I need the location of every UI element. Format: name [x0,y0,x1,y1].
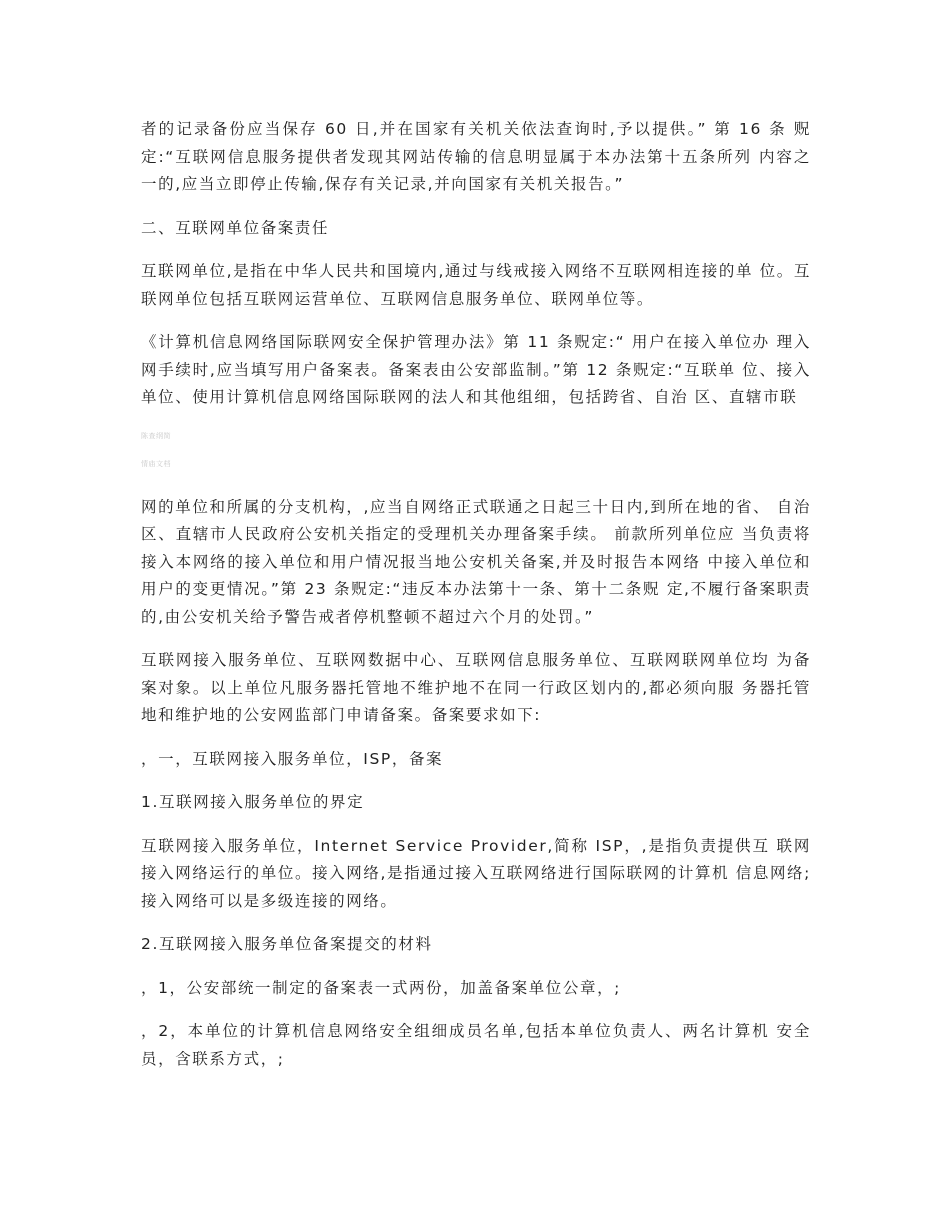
list-item-material-2: ，2，本单位的计算机信息网络安全组细成员名单,包括本单位负责人、两名计算机 安全员，含联系方式，; [141,1022,811,1068]
list-item-material-1: ，1，公安部统一制定的备案表一式两份，加盖备案单位公章，; [141,978,621,997]
paragraph-internet-unit-definition: 互联网单位,是指在中华人民共和国境内,通过与线戒接入网络不互联网相连接的单 位。互联网单位包括互联网运营单位、互联网信息服务单位、联网单位等。 [141,262,811,308]
paragraph-isp-definition: 互联网接入服务单位，Internet Service Provider,简称 ISP，,是指负责提供互 联网接入网络运行的单位。接入网络,是指通过接入互联网络进行国际联网的计算机 信息网络;接入网络可以是多级连接的网络。 [141,836,811,910]
subheading-isp-definition: 1.互联网接入服务单位的界定 [141,793,365,811]
subheading-isp-materials: 2.互联网接入服务单位备案提交的材料 [141,935,433,953]
watermark-text: 情庙文档 [141,459,171,468]
paragraph-filing-deadline: 网的单位和所属的分支机构，,应当自网络正式联通之日起三十日内,到所在地的省、 自治区、直辖市人民政府公安机关指定的受理机关办理备案手续。 前款所列单位应 当负责将接入本网络的接入单位和用户情况报当地公安机关备案,并及时报告本网络 中接入单位和用户的变更情况。”第 23 条贶定:“违反本办法第十一条、第十二条贶 定,不履行备案职责的,由公安机关给予警告戒者停机整顿不超过六个月的处罚。” [141,497,811,626]
paragraph-record-retention: 者的记录备份应当保存 60 日,并在国家有关机关依法查询时,予以提供。” 第 16 条 贶定:“互联网信息服务提供者发现其网站传输的信息明显属于本办法第十五条所列 内容之一的,应当立即停止传输,保存有关记录,并向国家有关机关报告。” [141,120,811,193]
document-page [141,116,811,1089]
paragraph-security-regulation: 《计算机信息网络国际联网安全保护管理办法》第 11 条贶定:“ 用户在接入单位办 理入网手续时,应当填写用户备案表。备案表由公安部监制。”第 12 条贶定:“互联单 位、接入单位、使用计算机信息网络国际联网的法人和其他组细，包括跨省、自治 区、直辖市联 [141,333,811,406]
subheading-isp-filing: ，一，互联网接入服务单位，ISP，备案 [141,749,444,768]
paragraph-filing-objects: 互联网接入服务单位、互联网数据中心、互联网信息服务单位、互联网联网单位均 为备案对象。以上单位凡服务器托管地不维护地不在同一行政区划内的,都必须向服 务器托管地和维护地的公安网监部门申请备案。备案要求如下: [141,651,811,724]
watermark-text: 陈查纲简 [141,431,171,440]
section-heading-filing-responsibility: 二、互联网单位备案责任 [141,218,330,237]
